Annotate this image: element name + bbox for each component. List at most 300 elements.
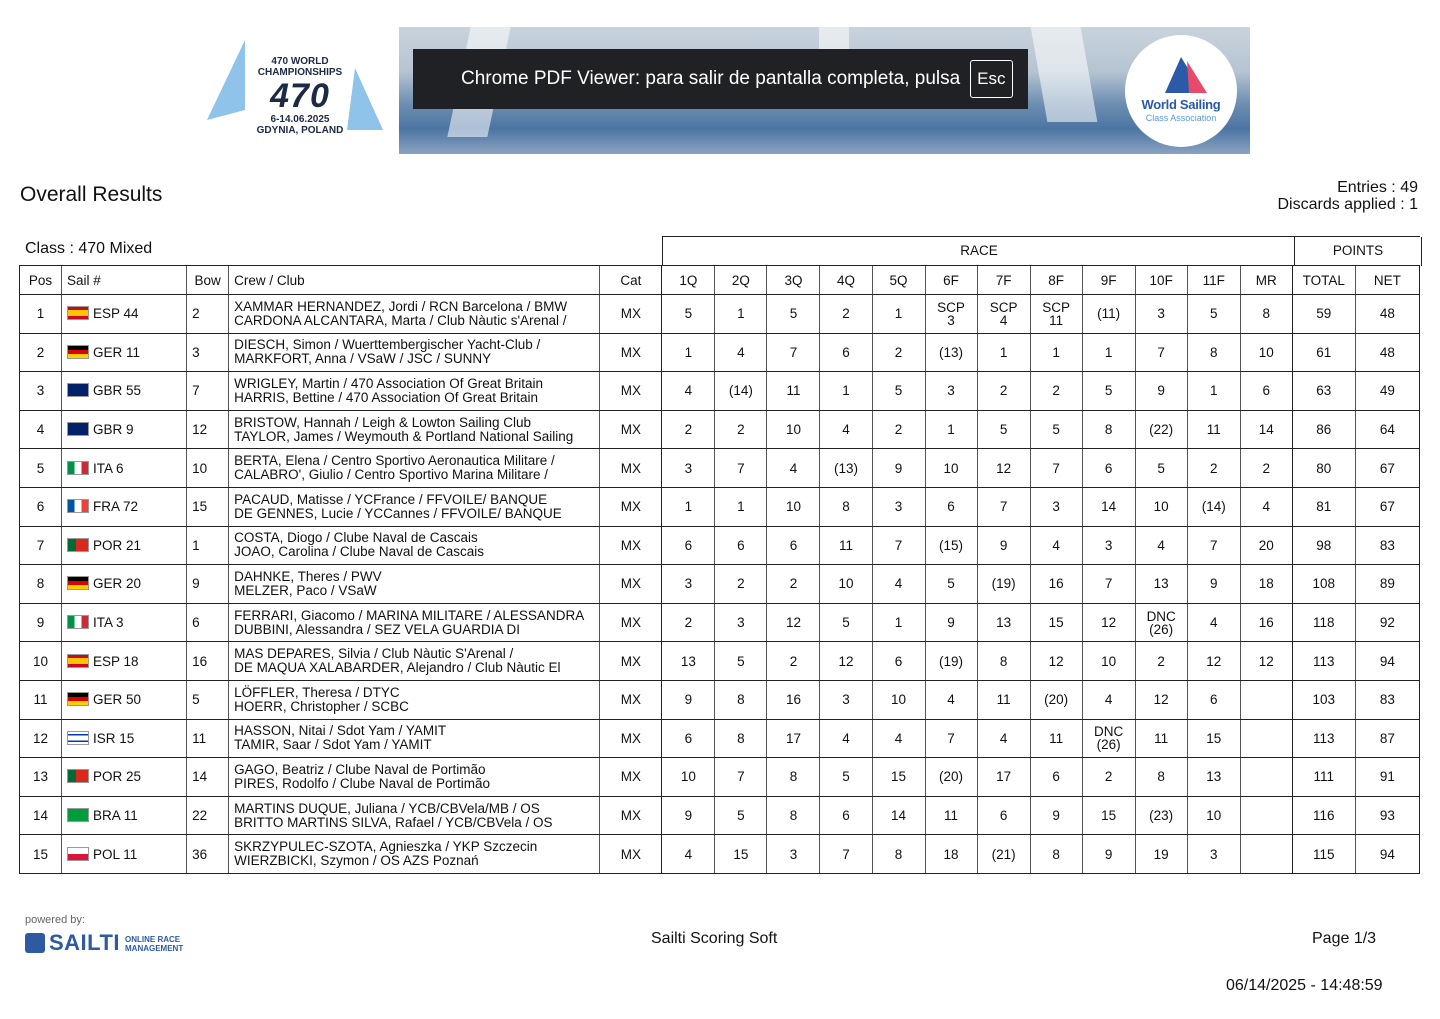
race-score-cell: 10 (1082, 642, 1135, 681)
race-score-cell: (20) (1030, 680, 1082, 719)
total-points-cell: 81 (1292, 487, 1355, 526)
race-score-cell (1240, 680, 1292, 719)
position-cell: 11 (20, 680, 62, 719)
print-datetime: 06/14/2025 - 14:48:59 (1226, 977, 1383, 994)
bow-cell: 1 (187, 526, 229, 565)
sail-number-cell (62, 487, 187, 526)
race-score-cell: 9 (872, 449, 925, 488)
race-score-cell: 9 (1187, 565, 1240, 604)
category-cell: MX (600, 372, 662, 411)
penalty-code: DNC (1094, 724, 1124, 740)
race-score-cell: 12 (1082, 603, 1135, 642)
fullscreen-notice (413, 49, 1028, 109)
race-score-cell: (13) (925, 333, 977, 372)
race-score-cell: 3 (715, 603, 767, 642)
sail-number-cell (62, 565, 187, 604)
race-score-cell: 3 (820, 680, 872, 719)
bow-cell: 2 (187, 295, 229, 334)
race-score-cell (977, 295, 1030, 334)
race-score-cell: 1 (977, 333, 1030, 372)
race-score-cell: 13 (662, 642, 715, 681)
race-score-cell: 8 (767, 758, 820, 797)
helm-name: SKRZYPULEC-SZOTA, Agnieszka / YKP Szczecin (234, 839, 538, 855)
crew-name: DE MAQUA XALABARDER, Alejandro / Club Nàutic El (234, 660, 561, 676)
bow-cell: 9 (187, 565, 229, 604)
country-flag-icon (67, 306, 89, 320)
race-score-cell: 4 (662, 835, 715, 874)
column-header-9f: 9F (1082, 266, 1135, 295)
total-points-cell: 116 (1292, 796, 1355, 835)
category-cell: MX (600, 719, 662, 758)
race-score-cell: 11 (1030, 719, 1082, 758)
table-row (20, 758, 1420, 797)
country-flag-icon (67, 654, 89, 668)
race-score-cell: 1 (872, 295, 925, 334)
race-score-cell: (19) (977, 565, 1030, 604)
race-score-cell: 10 (872, 680, 925, 719)
total-points-cell: 115 (1292, 835, 1355, 874)
race-score-cell: 4 (1135, 526, 1187, 565)
category-cell: MX (600, 449, 662, 488)
race-score-cell: 9 (977, 526, 1030, 565)
race-score-cell: 5 (977, 410, 1030, 449)
sail-number-cell (62, 642, 187, 681)
race-score-cell: 11 (1187, 410, 1240, 449)
column-header-4q: 4Q (820, 266, 872, 295)
race-score-cell: 12 (1240, 642, 1292, 681)
fullscreen-notice-text: Chrome PDF Viewer: para salir de pantalla completa, pulsa (461, 68, 961, 89)
total-points-cell: 118 (1292, 603, 1355, 642)
race-score-cell: 9 (1030, 796, 1082, 835)
category-cell: MX (600, 526, 662, 565)
position-cell: 10 (20, 642, 62, 681)
race-score-cell: 2 (1135, 642, 1187, 681)
country-flag-icon (67, 538, 89, 552)
race-score-cell: 7 (820, 835, 872, 874)
country-flag-icon (67, 692, 89, 706)
powered-by-label: powered by: (25, 914, 85, 926)
race-score-cell: 6 (1030, 758, 1082, 797)
race-score-cell: 3 (767, 835, 820, 874)
sailti-brand: SAILTI (49, 930, 121, 955)
sailti-mark-icon (25, 933, 45, 953)
race-score-cell: 8 (1030, 835, 1082, 874)
race-score-cell: 4 (872, 565, 925, 604)
bow-cell: 15 (187, 487, 229, 526)
column-header-8f: 8F (1030, 266, 1082, 295)
table-body (20, 295, 1420, 874)
total-points-cell: 63 (1292, 372, 1355, 411)
position-cell: 6 (20, 487, 62, 526)
race-score-cell: 8 (1135, 758, 1187, 797)
race-score-cell: 12 (820, 642, 872, 681)
race-score-cell: 7 (1135, 333, 1187, 372)
sail-number: POL 11 (93, 846, 138, 862)
table-row (20, 487, 1420, 526)
race-score-cell: 9 (1082, 835, 1135, 874)
penalty-code: SCP (937, 299, 965, 315)
race-score-cell: 12 (767, 603, 820, 642)
race-score-cell: 6 (977, 796, 1030, 835)
crew-club-cell (229, 372, 600, 411)
race-score-cell: 7 (767, 333, 820, 372)
crew-club-cell (229, 487, 600, 526)
world-sailing-logo (1125, 35, 1237, 147)
column-header-6f: 6F (925, 266, 977, 295)
race-score-cell: 3 (1082, 526, 1135, 565)
penalty-score: (26) (1149, 621, 1174, 637)
table-row (20, 719, 1420, 758)
crew-name: MARKFORT, Anna / VSaW / JSC / SUNNY (234, 351, 492, 367)
race-score-cell: 12 (1135, 680, 1187, 719)
sail-number: GER 50 (93, 692, 142, 708)
race-score-cell: 19 (1135, 835, 1187, 874)
race-score-cell: 3 (662, 449, 715, 488)
race-score-cell: 12 (1030, 642, 1082, 681)
race-score-cell: 3 (925, 372, 977, 411)
race-score-cell: 4 (925, 680, 977, 719)
world-sailing-sail-icon (1125, 35, 1237, 147)
race-score-cell: 14 (872, 796, 925, 835)
net-points-cell: 94 (1355, 835, 1419, 874)
bow-cell: 16 (187, 642, 229, 681)
event-logo-number: 470 (270, 77, 330, 115)
bow-cell: 10 (187, 449, 229, 488)
net-points-cell: 67 (1355, 449, 1419, 488)
race-score-cell: 3 (1135, 295, 1187, 334)
crew-name: PIRES, Rodolfo / Clube Naval de Portimão (234, 775, 490, 791)
net-points-cell: 91 (1355, 758, 1419, 797)
race-score-cell: 11 (767, 372, 820, 411)
crew-club-cell (229, 333, 600, 372)
class-label: Class : 470 Mixed (25, 240, 153, 257)
column-header-net: NET (1355, 266, 1419, 295)
race-score-cell: 2 (1082, 758, 1135, 797)
country-flag-icon (67, 422, 89, 436)
column-header-total: TOTAL (1292, 266, 1355, 295)
bow-cell: 11 (187, 719, 229, 758)
race-score-cell: 13 (1187, 758, 1240, 797)
sail-number-cell (62, 333, 187, 372)
column-header-mr: MR (1240, 266, 1292, 295)
total-points-cell: 113 (1292, 642, 1355, 681)
position-cell: 15 (20, 835, 62, 874)
race-score-cell: 2 (662, 410, 715, 449)
position-cell: 9 (20, 603, 62, 642)
helm-name: GAGO, Beatriz / Clube Naval de Portimão (234, 761, 486, 777)
crew-club-cell (229, 565, 600, 604)
race-score-cell: 7 (977, 487, 1030, 526)
total-points-cell: 113 (1292, 719, 1355, 758)
race-score-cell: 10 (662, 758, 715, 797)
sail-number-cell (62, 449, 187, 488)
penalty-code: SCP (989, 299, 1018, 315)
race-score-cell: 4 (662, 372, 715, 411)
race-score-cell: 11 (1135, 719, 1187, 758)
crew-club-cell (229, 449, 600, 488)
race-score-cell: 5 (1135, 449, 1187, 488)
country-flag-icon (67, 576, 89, 590)
crew-club-cell (229, 758, 600, 797)
total-points-cell: 61 (1292, 333, 1355, 372)
race-score-cell: 3 (1187, 835, 1240, 874)
race-score-cell: 17 (767, 719, 820, 758)
race-score-cell: 8 (977, 642, 1030, 681)
race-score-cell: 2 (662, 603, 715, 642)
crew-name: HOERR, Christopher / SCBC (234, 698, 409, 714)
penalty-score: 11 (1049, 312, 1064, 328)
category-cell: MX (600, 796, 662, 835)
race-score-cell: 6 (820, 796, 872, 835)
net-points-cell: 64 (1355, 410, 1419, 449)
country-flag-icon (67, 847, 89, 861)
column-header-pos: Pos (20, 266, 62, 295)
race-score-cell: 8 (715, 719, 767, 758)
race-score-cell (1240, 835, 1292, 874)
race-score-cell: 4 (977, 719, 1030, 758)
race-score-cell: 7 (1082, 565, 1135, 604)
sail-number-cell (62, 410, 187, 449)
race-score-cell: 5 (925, 565, 977, 604)
country-flag-icon (67, 499, 89, 513)
race-score-cell: 16 (767, 680, 820, 719)
race-score-cell: 10 (1135, 487, 1187, 526)
race-score-cell: 6 (820, 333, 872, 372)
column-group-header (662, 236, 1420, 266)
bow-cell: 5 (187, 680, 229, 719)
race-score-cell: 13 (1135, 565, 1187, 604)
race-score-cell: 3 (662, 565, 715, 604)
column-header-cat: Cat (600, 266, 662, 295)
event-logo (205, 38, 385, 156)
position-cell: 1 (20, 295, 62, 334)
crew-club-cell (229, 603, 600, 642)
country-flag-icon (67, 615, 89, 629)
race-score-cell: 2 (715, 410, 767, 449)
crew-name: BRITTO MARTINS SILVA, Rafael / YCB/CBVela / OS (234, 814, 553, 830)
sailti-tagline: ONLINE RACE MANAGEMENT (125, 935, 184, 953)
race-score-cell: 5 (820, 758, 872, 797)
race-score-cell: (23) (1135, 796, 1187, 835)
crew-club-cell (229, 642, 600, 681)
helm-name: PACAUD, Matisse / YCFrance / FFVOILE/ BANQUE (234, 491, 548, 507)
race-score-cell: 8 (767, 796, 820, 835)
table-row (20, 565, 1420, 604)
sail-number: FRA 72 (93, 499, 139, 515)
race-score-cell: 1 (662, 333, 715, 372)
race-score-cell (1240, 719, 1292, 758)
race-score-cell: 16 (1240, 603, 1292, 642)
sail-number: ESP 18 (93, 653, 139, 669)
net-points-cell: 67 (1355, 487, 1419, 526)
race-score-cell: (15) (925, 526, 977, 565)
event-logo-place: GDYNIA, POLAND (256, 125, 344, 136)
sail-number-cell (62, 719, 187, 758)
race-score-cell: 20 (1240, 526, 1292, 565)
table-row (20, 410, 1420, 449)
world-sailing-sub: Class Association (1145, 113, 1217, 123)
net-points-cell: 83 (1355, 680, 1419, 719)
race-score-cell: 5 (1187, 295, 1240, 334)
table-row (20, 835, 1420, 874)
race-score-cell: 15 (715, 835, 767, 874)
race-score-cell: 6 (662, 719, 715, 758)
total-points-cell: 59 (1292, 295, 1355, 334)
page-number: Page 1/3 (1312, 930, 1377, 947)
table-header-row (20, 266, 1420, 295)
helm-name: LÖFFLER, Theresa / DTYC (234, 684, 400, 700)
net-points-cell: 89 (1355, 565, 1419, 604)
sail-number: GER 20 (93, 576, 142, 592)
crew-name: CALABRO', Giulio / Centro Sportivo Marina Militare / (234, 467, 549, 483)
helm-name: WRIGLEY, Martin / 470 Association Of Great Britain (234, 375, 543, 391)
race-score-cell: 11 (820, 526, 872, 565)
race-score-cell: 5 (820, 603, 872, 642)
sail-number: ITA 3 (93, 615, 124, 631)
race-score-cell: 1 (1082, 333, 1135, 372)
category-cell: MX (600, 835, 662, 874)
table-row (20, 295, 1420, 334)
race-score-cell: 6 (662, 526, 715, 565)
column-header-3q: 3Q (767, 266, 820, 295)
crew-name: TAYLOR, James / Weymouth & Portland National Sailing (234, 428, 574, 444)
race-score-cell: 5 (767, 295, 820, 334)
crew-name: CARDONA ALCANTARA, Marta / Club Nàutic s'Arenal / (234, 312, 567, 328)
race-score-cell: 14 (1240, 410, 1292, 449)
race-score-cell: 16 (1030, 565, 1082, 604)
race-score-cell: 1 (820, 372, 872, 411)
net-points-cell: 92 (1355, 603, 1419, 642)
entries-count: Entries : 49 (1337, 179, 1418, 196)
sail-number: ESP 44 (93, 306, 139, 322)
sail-number-cell (62, 796, 187, 835)
race-score-cell: 1 (715, 487, 767, 526)
total-points-cell: 103 (1292, 680, 1355, 719)
sail-number: GER 11 (93, 344, 141, 360)
total-points-cell: 108 (1292, 565, 1355, 604)
penalty-code: DNC (1146, 608, 1176, 624)
race-score-cell: 1 (1187, 372, 1240, 411)
race-score-cell: (22) (1135, 410, 1187, 449)
category-cell: MX (600, 565, 662, 604)
race-score-cell: 7 (715, 449, 767, 488)
race-score-cell: 4 (1240, 487, 1292, 526)
race-score-cell: 5 (1030, 410, 1082, 449)
race-score-cell: 2 (820, 295, 872, 334)
race-score-cell: 15 (1030, 603, 1082, 642)
helm-name: DAHNKE, Theres / PWV (234, 568, 382, 584)
total-points-cell: 80 (1292, 449, 1355, 488)
race-score-cell: 2 (767, 642, 820, 681)
race-score-cell: 8 (1082, 410, 1135, 449)
category-cell: MX (600, 295, 662, 334)
sail-number-cell (62, 526, 187, 565)
race-score-cell: 4 (1187, 603, 1240, 642)
table-row (20, 449, 1420, 488)
race-score-cell: 6 (872, 642, 925, 681)
column-header-sail: Sail # (62, 266, 187, 295)
race-score-cell: 7 (925, 719, 977, 758)
crew-club-cell (229, 719, 600, 758)
penalty-score: 3 (947, 312, 955, 328)
entries-info (1277, 179, 1418, 213)
race-score-cell: 15 (1187, 719, 1240, 758)
race-score-cell: 18 (1240, 565, 1292, 604)
race-score-cell: 2 (1240, 449, 1292, 488)
race-score-cell: 15 (1082, 796, 1135, 835)
category-cell: MX (600, 410, 662, 449)
helm-name: COSTA, Diogo / Clube Naval de Cascais (234, 530, 478, 546)
race-score-cell: 8 (715, 680, 767, 719)
race-score-cell: 10 (820, 565, 872, 604)
bow-cell: 12 (187, 410, 229, 449)
column-header-7f: 7F (977, 266, 1030, 295)
event-logo-dates: 6-14.06.2025 (270, 114, 330, 125)
crew-club-cell (229, 410, 600, 449)
crew-name: HARRIS, Bettine / 470 Association Of Great Britain (234, 389, 538, 405)
race-score-cell: 2 (977, 372, 1030, 411)
sail-number: POR 21 (93, 537, 142, 553)
table-row (20, 796, 1420, 835)
position-cell: 4 (20, 410, 62, 449)
race-score-cell (1082, 719, 1135, 758)
race-score-cell: 4 (1030, 526, 1082, 565)
category-cell: MX (600, 487, 662, 526)
race-score-cell: 6 (767, 526, 820, 565)
sail-number: POR 25 (93, 769, 142, 785)
net-points-cell: 48 (1355, 333, 1419, 372)
race-score-cell (1030, 295, 1082, 334)
table-row (20, 372, 1420, 411)
race-score-cell: 10 (1187, 796, 1240, 835)
net-points-cell: 48 (1355, 295, 1419, 334)
position-cell: 14 (20, 796, 62, 835)
category-cell: MX (600, 642, 662, 681)
crew-name: DUBBINI, Alessandra / SEZ VELA GUARDIA DI (234, 621, 520, 637)
race-score-cell: 14 (1082, 487, 1135, 526)
race-score-cell: 9 (662, 680, 715, 719)
race-score-cell: 10 (925, 449, 977, 488)
sail-number-cell (62, 603, 187, 642)
penalty-code: SCP (1042, 299, 1070, 315)
table-row (20, 680, 1420, 719)
helm-name: XAMMAR HERNANDEZ, Jordi / RCN Barcelona / BMW (234, 298, 568, 314)
table-row (20, 333, 1420, 372)
race-score-cell: 4 (820, 719, 872, 758)
race-score-cell: 6 (925, 487, 977, 526)
sail-number: ISR 15 (93, 730, 135, 746)
race-score-cell (1240, 796, 1292, 835)
race-score-cell: 7 (872, 526, 925, 565)
race-score-cell: 8 (872, 835, 925, 874)
race-score-cell: (13) (820, 449, 872, 488)
race-score-cell: 10 (767, 410, 820, 449)
race-score-cell: (21) (977, 835, 1030, 874)
sail-number-cell (62, 680, 187, 719)
race-score-cell: 13 (977, 603, 1030, 642)
race-score-cell: 1 (872, 603, 925, 642)
race-score-cell: 3 (1030, 487, 1082, 526)
penalty-score: (26) (1096, 737, 1121, 753)
race-score-cell: 2 (872, 410, 925, 449)
sail-number-cell (62, 835, 187, 874)
results-table (19, 265, 1420, 874)
race-score-cell: 6 (715, 526, 767, 565)
race-score-cell: 17 (977, 758, 1030, 797)
bow-cell: 3 (187, 333, 229, 372)
esc-key[interactable]: Esc (970, 60, 1012, 98)
position-cell: 8 (20, 565, 62, 604)
